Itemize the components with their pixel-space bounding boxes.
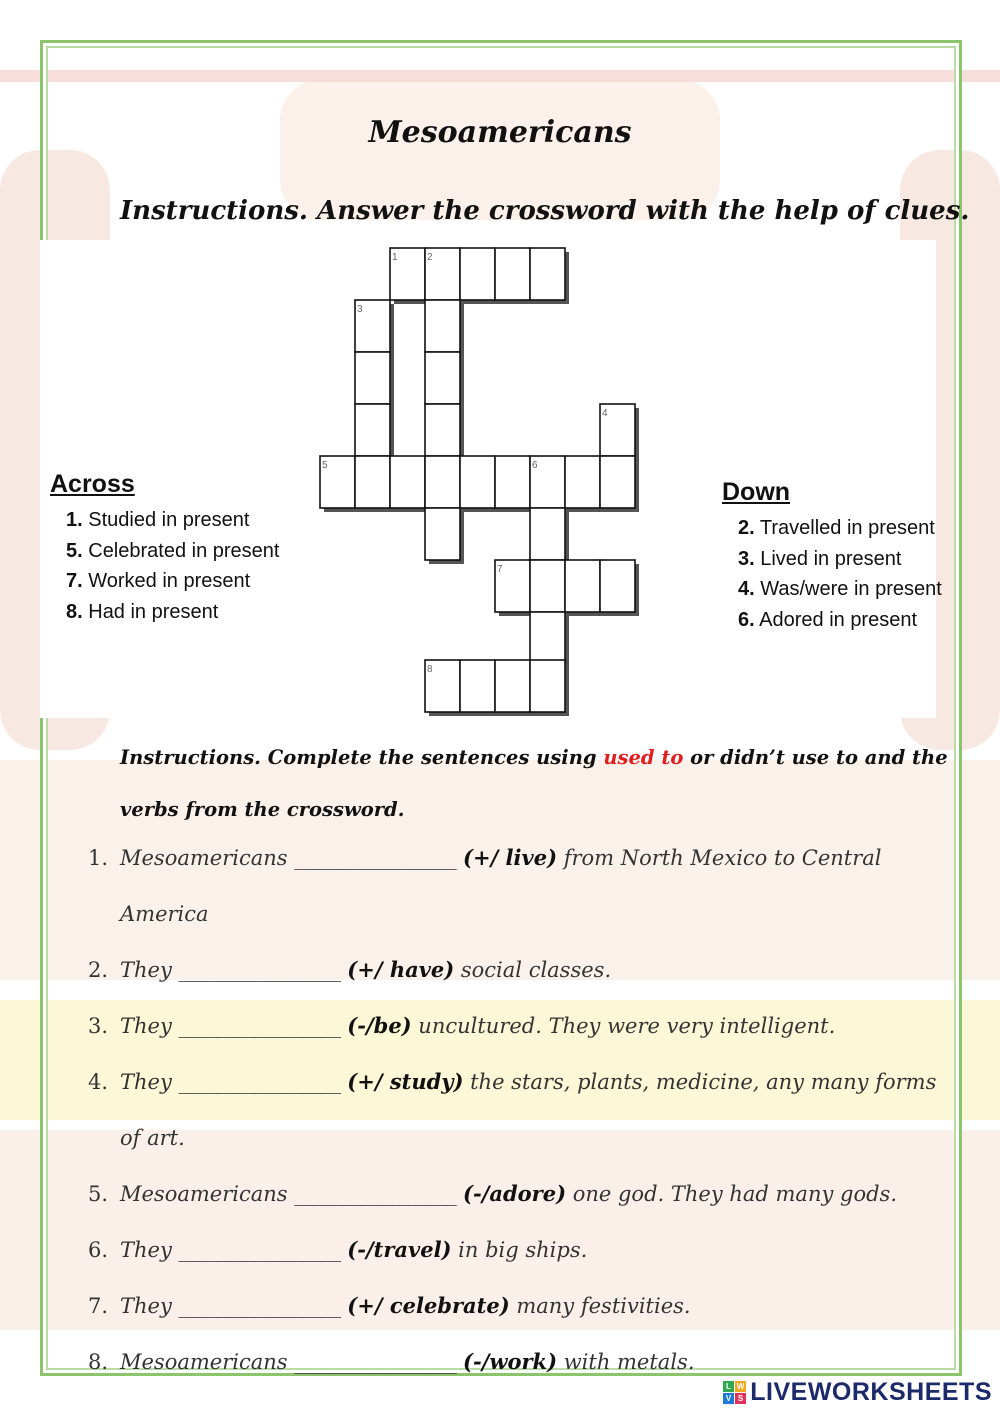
- crossword-cell[interactable]: [530, 612, 565, 664]
- across-clue-number: 7.: [66, 570, 83, 592]
- across-clue-text: Worked in present: [82, 570, 251, 592]
- down-heading: Down: [722, 478, 791, 506]
- sentence-subject: They: [120, 958, 179, 982]
- logo-mark-letter: L: [723, 1381, 734, 1392]
- crossword-cell[interactable]: [390, 456, 425, 508]
- crossword-cell-number: 8: [427, 664, 433, 675]
- down-clue-text: Travelled in present: [754, 517, 935, 539]
- down-clue-number: 3.: [738, 547, 755, 570]
- crossword-cell[interactable]: [460, 248, 495, 300]
- answer-blank[interactable]: _________________: [178, 1014, 340, 1038]
- sentence-number: 6.: [88, 1238, 109, 1262]
- logo-mark-letter: S: [735, 1393, 746, 1404]
- crossword-cell[interactable]: [355, 404, 390, 456]
- crossword-cell[interactable]: [600, 456, 635, 508]
- sentence-subject: They: [120, 1294, 179, 1318]
- crossword-cell[interactable]: [530, 660, 565, 712]
- answer-blank[interactable]: _________________: [294, 846, 456, 870]
- verb-cue: (+/ have): [340, 957, 455, 982]
- down-clue-number: 4.: [738, 578, 755, 600]
- crossword-cell[interactable]: [425, 508, 460, 560]
- verb-cue: (-/adore): [455, 1181, 567, 1206]
- crossword-cell[interactable]: [530, 248, 565, 300]
- liveworksheets-logo-icon: [723, 1381, 746, 1404]
- answer-blank[interactable]: _________________: [294, 1350, 456, 1374]
- down-clue-text: Lived in present: [754, 547, 902, 570]
- down-clue: [722, 544, 942, 575]
- sentence-item: [88, 1166, 948, 1222]
- crossword-cell[interactable]: [425, 404, 460, 456]
- across-clue-number: 5.: [66, 539, 83, 562]
- sentence-rest: social classes.: [454, 958, 612, 982]
- crossword-cell-number: 7: [497, 564, 503, 575]
- down-clues: [722, 478, 942, 635]
- sentence-subject: Mesoamericans: [120, 846, 295, 870]
- sentence-number: 5.: [88, 1182, 109, 1206]
- crossword-cell-number: 3: [357, 304, 363, 315]
- crossword-cell[interactable]: [565, 456, 600, 508]
- down-clue: [722, 605, 942, 636]
- sentence-number: 3.: [88, 1014, 109, 1038]
- crossword-cell-number: 5: [322, 460, 328, 471]
- crossword-cell-number: 6: [532, 460, 538, 471]
- sentence-rest: uncultured. They were very intelligent.: [411, 1014, 836, 1038]
- answer-blank[interactable]: _________________: [178, 1294, 340, 1318]
- crossword-cell[interactable]: [495, 248, 530, 300]
- sentence-item: [88, 830, 948, 942]
- sentence-list: [88, 830, 948, 1390]
- crossword-cell[interactable]: [460, 456, 495, 508]
- sentence-rest: the stars, plants, medicine, any many forms of art.: [120, 1070, 937, 1150]
- sentence-rest: with metals.: [557, 1350, 695, 1374]
- sentence-subject: They: [120, 1238, 179, 1262]
- down-clue-number: 6.: [738, 608, 755, 631]
- used-to-highlight: used to: [603, 746, 684, 769]
- crossword-cell[interactable]: [355, 352, 390, 404]
- sentence-rest: many festivities.: [509, 1294, 691, 1318]
- crossword-cell-number: 2: [427, 252, 433, 263]
- across-clue-number: 1.: [66, 509, 83, 531]
- crossword-cell[interactable]: [495, 456, 530, 508]
- crossword-cell[interactable]: [355, 456, 390, 508]
- sentence-instructions: [120, 732, 950, 836]
- answer-blank[interactable]: _________________: [178, 1070, 340, 1094]
- sentence-number: 2.: [88, 958, 109, 982]
- crossword-cell[interactable]: [495, 660, 530, 712]
- answer-blank[interactable]: _________________: [178, 958, 340, 982]
- sentence-subject: They: [120, 1014, 179, 1038]
- crossword-cell[interactable]: [425, 300, 460, 352]
- across-clue: [50, 505, 279, 536]
- sentence-rest: in big ships.: [451, 1238, 588, 1262]
- down-clue: [722, 513, 942, 544]
- verb-cue: (+/ celebrate): [340, 1293, 510, 1318]
- page-title: Mesoamericans: [368, 115, 632, 150]
- sentence-item: [88, 1278, 948, 1334]
- across-clue-text: Celebrated in present: [82, 539, 280, 562]
- sentence-number: 4.: [88, 1070, 109, 1094]
- liveworksheets-logo: [723, 1378, 992, 1407]
- crossword-cell[interactable]: [530, 508, 565, 560]
- logo-mark-letter: V: [723, 1393, 734, 1404]
- sentence-rest: one god. They had many gods.: [566, 1182, 897, 1206]
- sentence-subject: Mesoamericans: [120, 1350, 295, 1374]
- answer-blank[interactable]: _________________: [294, 1182, 456, 1206]
- verb-cue: (+/ live): [455, 845, 558, 870]
- sentence-item: [88, 1054, 948, 1166]
- crossword-instructions: Instructions. Answer the crossword with the help of clues.: [120, 196, 970, 226]
- verb-cue: (-/travel): [340, 1237, 452, 1262]
- sentence-subject: They: [120, 1070, 179, 1094]
- across-clues: [50, 470, 279, 627]
- crossword-cell[interactable]: [565, 560, 600, 612]
- crossword-cell[interactable]: [530, 560, 565, 612]
- verb-cue: (+/ study): [340, 1069, 464, 1094]
- sentence-number: 7.: [88, 1294, 109, 1318]
- down-clue-text: Adored in present: [754, 608, 918, 631]
- sentence-item: [88, 942, 948, 998]
- instructions-text-before: Instructions. Complete the sentences using: [120, 746, 604, 769]
- verb-cue: (-/be): [340, 1013, 412, 1038]
- down-clue-number: 2.: [738, 517, 755, 539]
- sentence-item: [88, 998, 948, 1054]
- across-clue: [50, 566, 279, 597]
- down-clue-text: Was/were in present: [754, 578, 942, 600]
- crossword-cell[interactable]: [425, 352, 460, 404]
- crossword-cell-number: 4: [602, 408, 608, 419]
- sentence-rest: from North Mexico to Central America: [120, 846, 882, 926]
- across-clue-number: 8.: [66, 600, 83, 623]
- logo-mark-letter: W: [736, 1382, 745, 1391]
- sentence-number: 1.: [88, 846, 109, 870]
- across-clue: [50, 536, 279, 567]
- crossword-cell-number: 1: [392, 252, 398, 263]
- across-clue: [50, 597, 279, 628]
- down-clue: [722, 574, 942, 605]
- crossword-cell[interactable]: [600, 560, 635, 612]
- across-clue-text: Studied in present: [82, 509, 250, 531]
- liveworksheets-logo-text: LIVEWORKSHEETS: [750, 1378, 992, 1406]
- sentence-subject: Mesoamericans: [120, 1182, 295, 1206]
- instructions-text-after: or didn’t use to and the verbs from the crossword.: [120, 746, 948, 821]
- sentence-item: [88, 1222, 948, 1278]
- verb-cue: (-/work): [455, 1349, 558, 1374]
- crossword-cell[interactable]: [425, 456, 460, 508]
- crossword-cell[interactable]: [460, 660, 495, 712]
- answer-blank[interactable]: _________________: [178, 1238, 340, 1262]
- across-heading: Across: [50, 470, 135, 498]
- across-clue-text: Had in present: [82, 600, 219, 623]
- sentence-number: 8.: [88, 1350, 109, 1374]
